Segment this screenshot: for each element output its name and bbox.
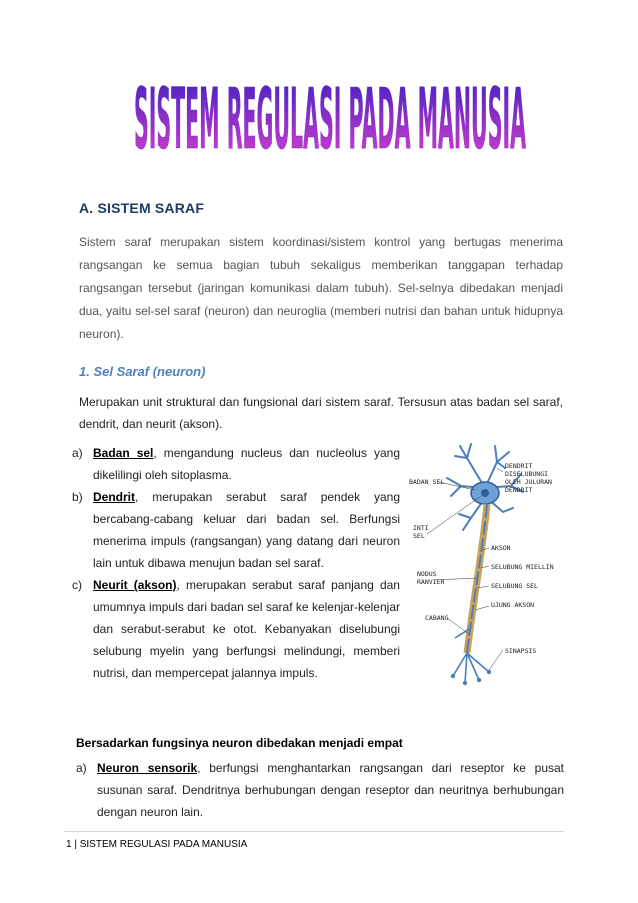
list-marker: c): [72, 578, 82, 592]
title-wordart: [130, 64, 530, 162]
footer-divider: [64, 831, 564, 832]
subsection-heading: 1. Sel Saraf (neuron): [79, 364, 206, 379]
label-ujung-akson: UJUNG AKSON: [491, 601, 535, 609]
neuron-illustration: [405, 438, 568, 708]
list-marker: a): [72, 446, 83, 460]
label-dendrit-1: DENDRIT: [505, 462, 533, 470]
list-item: [72, 442, 400, 486]
page-footer: 1 | SISTEM REGULASI PADA MANUSIA: [66, 839, 248, 850]
term: Neuron sensorik: [97, 761, 198, 775]
label-dendrit-4: DENDRIT: [505, 486, 533, 494]
list-item: [72, 486, 400, 574]
document-title: [130, 64, 530, 162]
neuron-diagram: [405, 438, 568, 708]
list-item: [76, 757, 564, 823]
list-marker: b): [72, 490, 83, 504]
label-dendrit-3: OLEH JULURAN: [505, 478, 552, 486]
label-selubung-sel: SELUBUNG SEL: [491, 582, 538, 590]
section-intro: Sistem saraf merupakan sistem koordinasi/sistem kontrol yang bertugas menerima rangsangan ke semua bagian tubuh sekaligus memberikan tanggapan terhadap rangsangan tersebut (jaringan komunikasi dalam tubuh). Sel-selnya dibedakan menjadi dua, yaitu sel-sel saraf (neuron) dan neuroglia (memberi nutrisi dan bahan untuk hidupnya neuron).: [79, 235, 563, 341]
neuron-parts-list: [72, 442, 400, 684]
label-inti-1: INTI: [413, 524, 429, 532]
subsection-description: Merupakan unit struktural dan fungsional dari sistem saraf. Tersusun atas badan sel saraf, dendrit, dan neurit (akson).: [79, 395, 563, 431]
list-item: [72, 574, 400, 684]
definition: , merupakan serabut saraf panjang dan umumnya impuls dari badan sel saraf ke kelenjar-kelenjar dan serabut-serabut ke otot. Kebanyakan diselubungi selubung myelin yang berfungsi melindungi, memberi nutrisi, dan mempercepat jalannya impuls.: [93, 578, 400, 680]
term: Dendrit: [93, 490, 135, 504]
label-dendrit-2: DISELUBUNGI: [505, 470, 549, 478]
label-mielin: SELUBUNG MIELLIN: [491, 563, 554, 571]
function-types-list: [76, 757, 564, 823]
function-heading: Bersadarkan fungsinya neuron dibedakan menjadi empat: [76, 736, 403, 750]
list-marker: a): [76, 761, 87, 775]
definition: , merupakan serabut saraf pendek yang bercabang-cabang keluar dari badan sel. Berfungsi menerima impuls (rangsangan) yang datang dari neuron lain untuk dibawa menujun badan sel saraf.: [93, 490, 400, 570]
label-nodus-2: RANVIER: [417, 578, 445, 586]
term: Badan sel: [93, 446, 154, 460]
title-text: SISTEM REGULASI PADA MANUSIA: [134, 70, 526, 162]
label-cabang: CABANG: [425, 614, 449, 622]
definition: , berfungsi menghantarkan rangsangan dari reseptor ke pusat susunan saraf. Dendritnya berhubungan dengan reseptor dan neuritnya berhubungan dengan neuron lain.: [97, 761, 564, 819]
section-heading: A. SISTEM SARAF: [79, 200, 205, 216]
definition: , mengandung nucleus dan nucleolus yang dikelilingi oleh sitoplasma.: [93, 446, 400, 482]
label-nodus-1: NODUS: [417, 570, 437, 578]
term: Neurit (akson): [93, 578, 177, 592]
label-sinapsis: SINAPSIS: [505, 647, 537, 655]
label-akson: AKSON: [491, 544, 511, 552]
label-badan-sel: BADAN SEL: [409, 478, 445, 486]
label-inti-2: SEL: [413, 532, 425, 540]
